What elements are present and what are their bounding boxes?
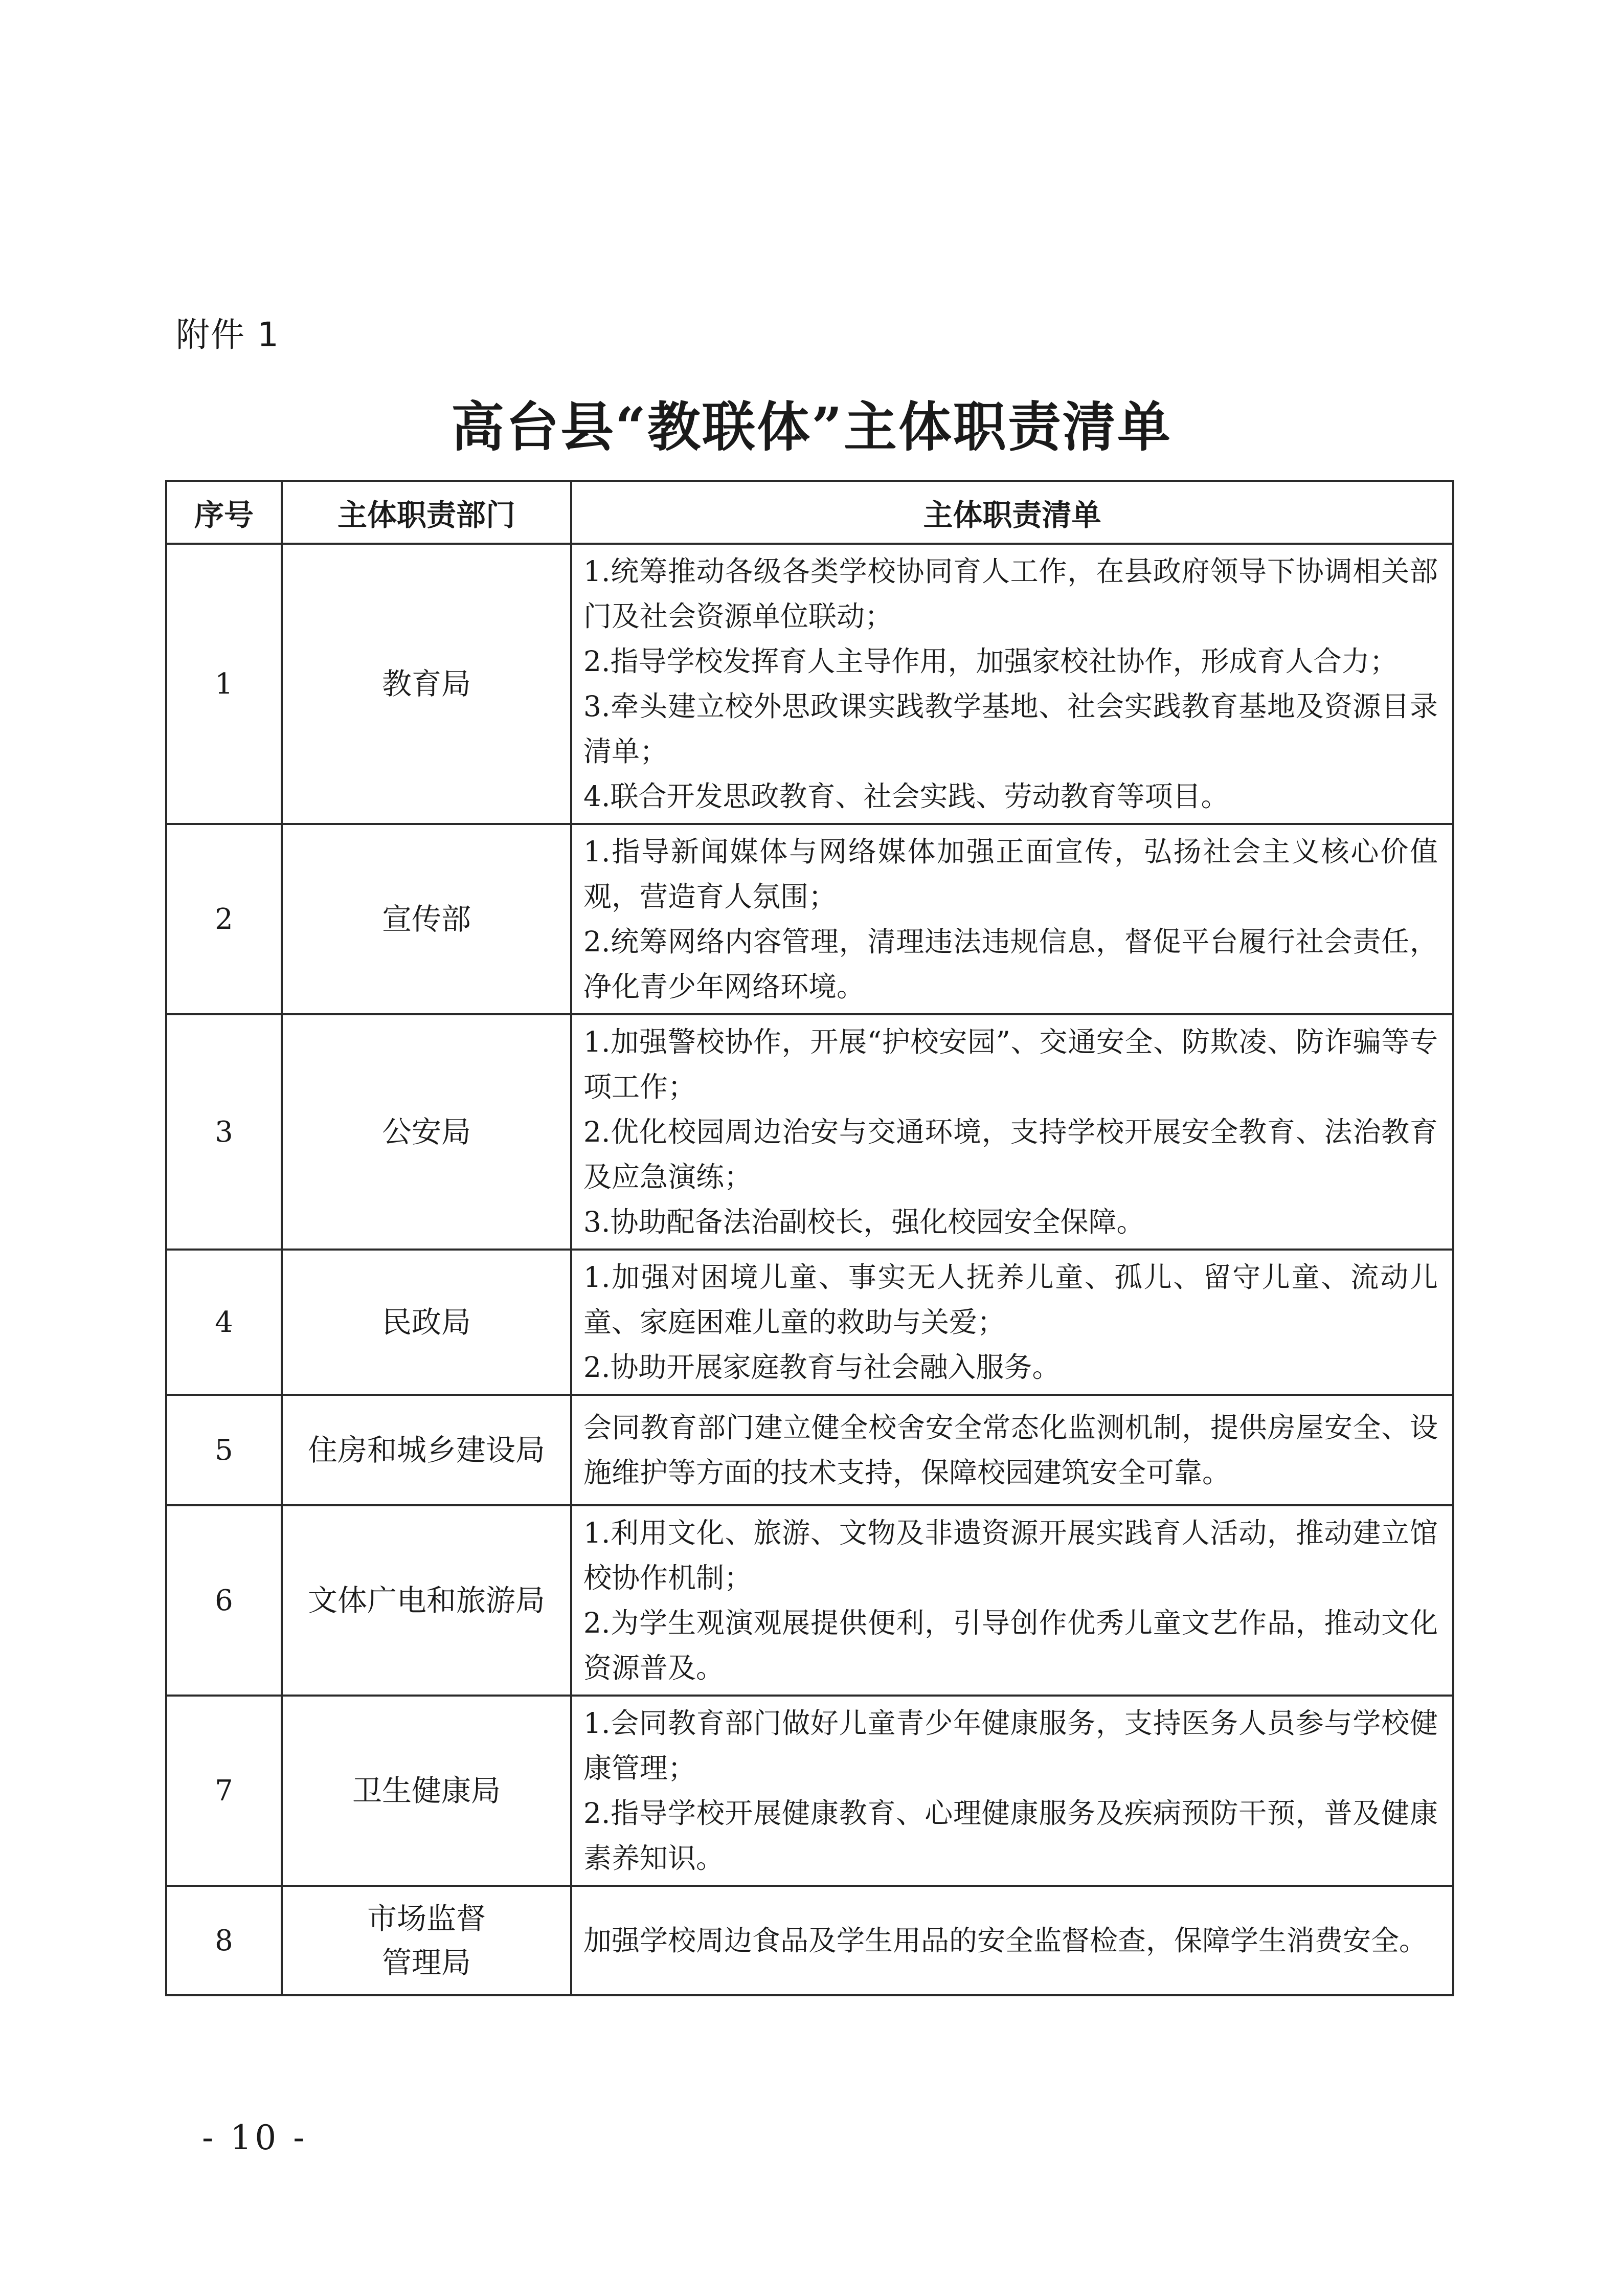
duty-item: 2.协助开展家庭教育与社会融入服务。 xyxy=(583,1351,1061,1384)
duty-item: 3.协助配备法治副校长，强化校园安全保障。 xyxy=(583,1206,1145,1238)
row-duties xyxy=(571,1014,1453,1250)
department-name: 卫生健康局 xyxy=(352,1773,501,1808)
department-name: 住房和城乡建设局 xyxy=(307,1433,545,1467)
row-department xyxy=(282,544,571,824)
duty-item: 2.统筹网络内容管理，清理违法违规信息，督促平台履行社会责任，净化青少年网络环境。 xyxy=(583,925,1438,1003)
attachment-label: 附件 1 xyxy=(176,315,280,354)
duty-item: 1.会同教育部门做好儿童青少年健康服务，支持医务人员参与学校健康管理； xyxy=(583,1707,1438,1785)
duty-item: 3.牵头建立校外思政课实践教学基地、社会实践教育基地及资源目录清单； xyxy=(583,690,1438,768)
department-name: 宣传部 xyxy=(381,902,471,937)
row-duties xyxy=(571,1505,1453,1696)
row-duties xyxy=(571,824,1453,1014)
duty-item: 会同教育部门建立健全校舍安全常态化监测机制，提供房屋安全、设施维护等方面的技术支持，保障校园建筑安全可靠。 xyxy=(583,1411,1438,1489)
row-department xyxy=(282,1395,571,1505)
table-row xyxy=(166,1014,1453,1250)
column-header-department: 主体职责部门 xyxy=(282,481,571,544)
row-index: 6 xyxy=(166,1505,282,1696)
table-row xyxy=(166,824,1453,1014)
duty-item: 1.统筹推动各级各类学校协同育人工作，在县政府领导下协调相关部门及社会资源单位联动； xyxy=(583,555,1438,633)
row-index: 1 xyxy=(166,544,282,824)
table-row xyxy=(166,544,1453,824)
table-header-row xyxy=(166,481,1453,544)
table-row xyxy=(166,1886,1453,1995)
department-name: 文体广电和旅游局 xyxy=(307,1583,545,1618)
row-duties xyxy=(571,1395,1453,1505)
row-department xyxy=(282,1696,571,1886)
duty-item: 1.加强对困境儿童、事实无人抚养儿童、孤儿、留守儿童、流动儿童、家庭困难儿童的救助与关爱； xyxy=(583,1261,1438,1339)
page-title: 高台县“教联体”主体职责清单 xyxy=(451,395,1172,458)
duty-item: 1.利用文化、旅游、文物及非遗资源开展实践育人活动，推动建立馆校协作机制； xyxy=(583,1517,1438,1594)
duty-item: 加强学校周边食品及学生用品的安全监督检查，保障学生消费安全。 xyxy=(583,1924,1428,1957)
row-duties xyxy=(571,1250,1453,1395)
duty-item: 1.指导新闻媒体与网络媒体加强正面宣传，弘扬社会主义核心价值观，营造育人氛围； xyxy=(583,835,1438,913)
duty-item: 2.优化校园周边治安与交通环境，支持学校开展安全教育、法治教育及应急演练； xyxy=(583,1116,1438,1193)
column-header-index: 序号 xyxy=(166,481,282,544)
table-row xyxy=(166,1395,1453,1505)
department-name: 公安局 xyxy=(381,1114,471,1149)
duty-item: 2.为学生观演观展提供便利，引导创作优秀儿童文艺作品，推动文化资源普及。 xyxy=(583,1607,1438,1684)
column-header-duties: 主体职责清单 xyxy=(571,481,1453,544)
row-department xyxy=(282,1505,571,1696)
table-row xyxy=(166,1250,1453,1395)
table-row xyxy=(166,1696,1453,1886)
duty-item: 4.联合开发思政教育、社会实践、劳动教育等项目。 xyxy=(583,780,1229,813)
row-index: 4 xyxy=(166,1250,282,1395)
row-department xyxy=(282,1014,571,1250)
row-department xyxy=(282,824,571,1014)
row-duties xyxy=(571,544,1453,824)
row-index: 7 xyxy=(166,1696,282,1886)
row-index: 3 xyxy=(166,1014,282,1250)
row-department xyxy=(282,1886,571,1995)
row-index: 2 xyxy=(166,824,282,1014)
row-index: 5 xyxy=(166,1395,282,1505)
row-department xyxy=(282,1250,571,1395)
department-name: 市场监督 xyxy=(367,1901,486,1936)
table-row xyxy=(166,1505,1453,1696)
page-number: - 10 - xyxy=(202,2118,308,2157)
duty-item: 2.指导学校开展健康教育、心理健康服务及疾病预防干预，普及健康素养知识。 xyxy=(583,1797,1438,1875)
duty-table xyxy=(165,480,1454,1996)
row-duties xyxy=(571,1696,1453,1886)
department-name: 管理局 xyxy=(381,1945,471,1980)
department-name: 民政局 xyxy=(381,1305,471,1340)
duty-item: 1.加强警校协作，开展“护校安园”、交通安全、防欺凌、防诈骗等专项工作； xyxy=(583,1026,1438,1103)
department-name: 教育局 xyxy=(381,666,471,701)
row-duties xyxy=(571,1886,1453,1995)
row-index: 8 xyxy=(166,1886,282,1995)
duty-item: 2.指导学校发挥育人主导作用，加强家校社协作，形成育人合力； xyxy=(583,645,1398,678)
